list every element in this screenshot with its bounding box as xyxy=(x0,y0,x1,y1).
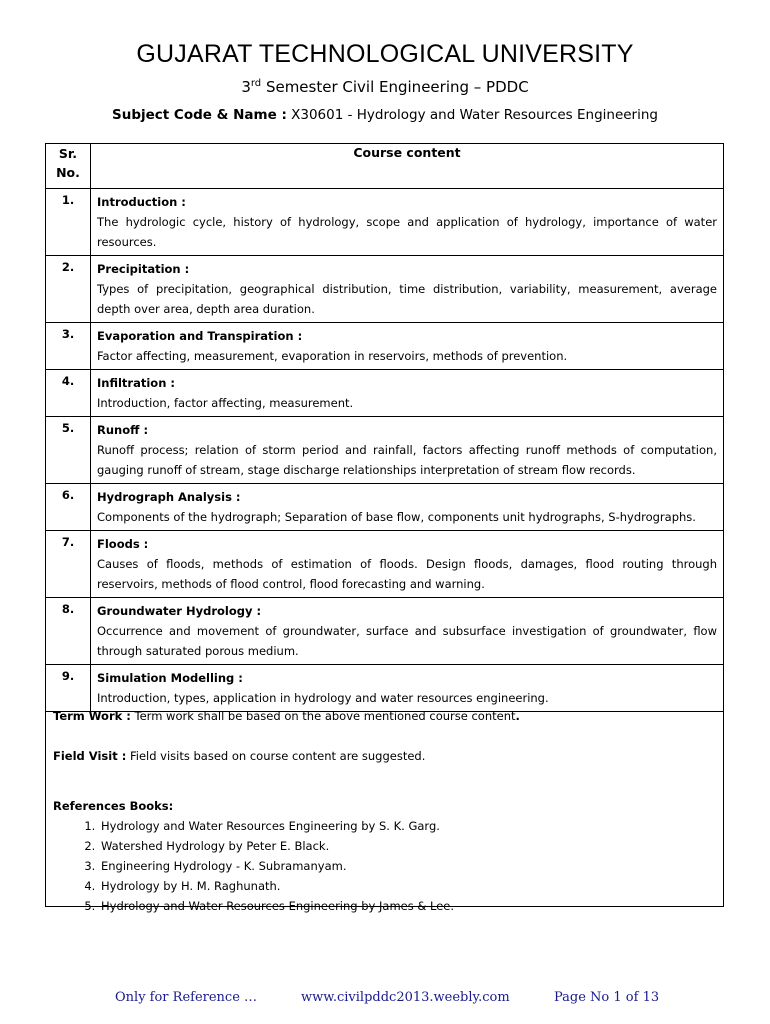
references-section xyxy=(53,796,454,916)
term-work-label: Term Work : xyxy=(53,709,131,723)
course-content-table xyxy=(45,143,724,712)
table-row xyxy=(46,531,724,598)
row-number: 5. xyxy=(46,417,91,484)
sr-header-line2: No. xyxy=(56,165,80,180)
topic-title: Precipitation : xyxy=(97,262,190,276)
footer-page-number: Page No 1 of 13 xyxy=(554,990,660,1005)
additional-info-box xyxy=(45,696,724,913)
table-row xyxy=(46,256,724,323)
topic-description: Causes of floods, methods of estimation of floods. Design floods, damages, flood routing through reservoirs, methods of flood control, flood forecasting and warning. xyxy=(97,557,717,591)
row-content xyxy=(91,370,724,417)
university-title: GUJARAT TECHNOLOGICAL UNIVERSITY xyxy=(136,40,634,68)
references-list xyxy=(53,816,454,916)
topic-description: Components of the hydrograph; Separation of base flow, components unit hydrographs, S-hydrographs. xyxy=(97,510,696,524)
row-content xyxy=(91,598,724,665)
row-number: 9. xyxy=(46,665,91,712)
sr-header-line1: Sr. xyxy=(58,146,78,161)
row-number: 3. xyxy=(46,323,91,370)
row-number: 6. xyxy=(46,484,91,531)
row-number: 1. xyxy=(46,189,91,256)
footer-website: www.civilpddc2013.weebly.com xyxy=(301,990,510,1005)
topic-title: Evaporation and Transpiration : xyxy=(97,329,303,343)
topic-description: Factor affecting, measurement, evaporation in reservoirs, methods of prevention. xyxy=(97,349,568,363)
topic-description: Types of precipitation, geographical distribution, time distribution, variability, measurement, average depth over area, depth area duration. xyxy=(97,282,717,316)
table-row xyxy=(46,598,724,665)
topic-title: Floods : xyxy=(97,537,149,551)
table-row xyxy=(46,417,724,484)
topic-title: Infiltration : xyxy=(97,376,175,390)
reference-item: 5. Hydrology and Water Resources Engineering by James & Lee. xyxy=(99,896,454,916)
subject-value: X30601 - Hydrology and Water Resources Engineering xyxy=(286,107,658,123)
row-content xyxy=(91,484,724,531)
reference-item: 3. Engineering Hydrology - K. Subramanyam. xyxy=(99,856,454,876)
topic-description: Runoff process; relation of storm period and rainfall, factors affecting runoff methods of computation, gauging runoff of stream, stage discharge relationships interpretation of stream flow records. xyxy=(97,443,717,477)
table-row xyxy=(46,484,724,531)
row-content xyxy=(91,189,724,256)
field-visit-text: Field visits based on course content are suggested. xyxy=(126,749,426,763)
reference-item: 1. Hydrology and Water Resources Engineering by S. K. Garg. xyxy=(99,816,454,836)
semester-line xyxy=(0,78,770,96)
row-content xyxy=(91,417,724,484)
subject-label: Subject Code & Name : xyxy=(112,107,287,123)
field-visit xyxy=(53,749,425,763)
topic-title: Groundwater Hydrology : xyxy=(97,604,262,618)
semester-number: 3 xyxy=(241,78,251,96)
field-visit-label: Field Visit : xyxy=(53,749,127,763)
term-work-period: . xyxy=(515,709,520,723)
topic-title: Runoff : xyxy=(97,423,149,437)
term-work-text: Term work shall be based on the above mentioned course content xyxy=(130,709,516,723)
topic-description: Introduction, factor affecting, measurement. xyxy=(97,396,354,410)
term-work xyxy=(53,709,520,723)
table-row xyxy=(46,189,724,256)
row-number: 4. xyxy=(46,370,91,417)
row-number: 2. xyxy=(46,256,91,323)
topic-description: Introduction, types, application in hydrology and water resources engineering. xyxy=(97,691,549,705)
row-content xyxy=(91,256,724,323)
table-header-row xyxy=(46,144,724,189)
row-number: 8. xyxy=(46,598,91,665)
reference-item: 2. Watershed Hydrology by Peter E. Black. xyxy=(99,836,454,856)
table-row xyxy=(46,370,724,417)
topic-title: Simulation Modelling : xyxy=(97,671,243,685)
row-content xyxy=(91,531,724,598)
subject-line xyxy=(0,107,770,123)
topic-description: Occurrence and movement of groundwater, surface and subsurface investigation of groundwater, flow through saturated porous medium. xyxy=(97,624,717,658)
course-content-header: Course content xyxy=(91,144,724,189)
semester-suffix: rd xyxy=(250,78,262,89)
reference-item: 4. Hydrology by H. M. Raghunath. xyxy=(99,876,454,896)
topic-title: Introduction : xyxy=(97,195,186,209)
table-row xyxy=(46,323,724,370)
semester-text: Semester Civil Engineering – PDDC xyxy=(261,78,529,96)
references-heading: References Books: xyxy=(53,799,174,813)
topic-description: The hydrologic cycle, history of hydrology, scope and application of hydrology, importance of water resources. xyxy=(97,215,717,249)
footer-note: Only for Reference … xyxy=(115,990,258,1005)
page-footer xyxy=(0,990,770,1010)
row-content xyxy=(91,323,724,370)
sr-no-header xyxy=(46,144,91,189)
row-number: 7. xyxy=(46,531,91,598)
topic-title: Hydrograph Analysis : xyxy=(97,490,241,504)
